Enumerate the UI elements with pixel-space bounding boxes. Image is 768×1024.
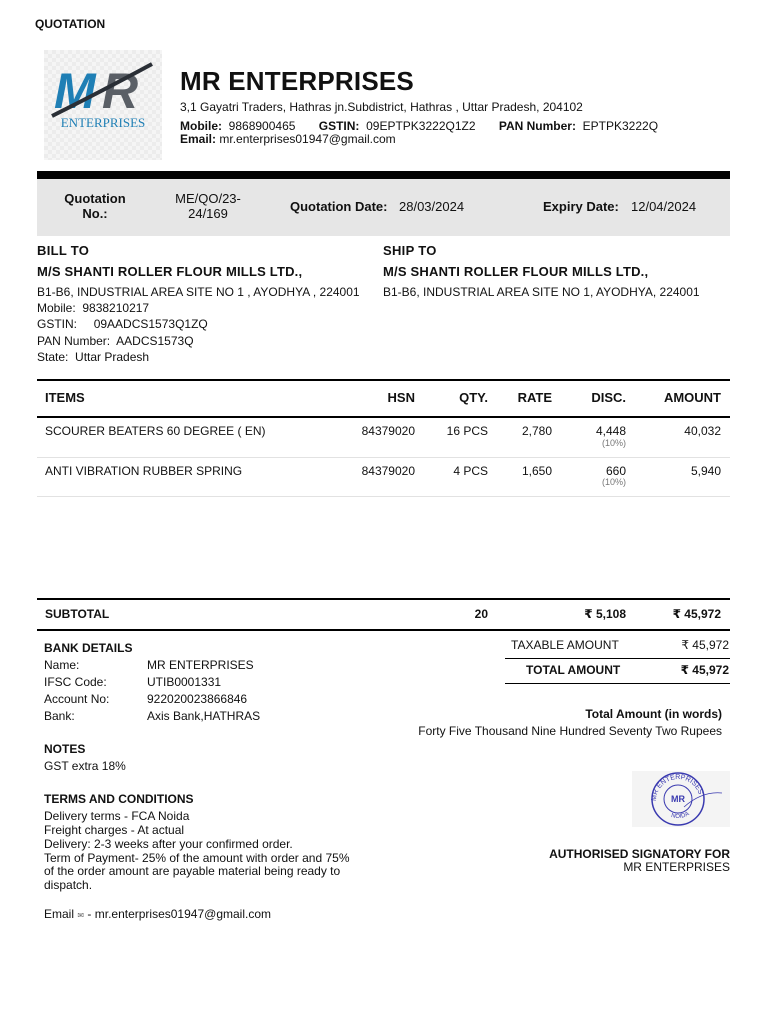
total-amount: ₹ 45,972 — [680, 663, 729, 677]
row1-qty: 16 PCS — [446, 424, 488, 438]
col-qty: QTY. — [459, 390, 488, 405]
subtotal-amount: ₹ 45,972 — [672, 607, 721, 621]
terms-line: Term of Payment- 25% of the amount with order and 75% — [44, 851, 350, 865]
col-rate: RATE — [517, 390, 552, 405]
company-email-line — [180, 132, 396, 146]
bank-name-label: Name: — [44, 658, 80, 672]
company-contact-line — [180, 119, 658, 133]
quotation-date-value: 28/03/2024 — [399, 199, 465, 214]
subtotal-bottom-rule — [37, 629, 730, 631]
quotation-no-label: Quotation No.: — [64, 191, 126, 221]
terms-email-label: Email — [44, 907, 75, 921]
taxable-amount-label: TAXABLE AMOUNT — [511, 638, 619, 652]
document-type: QUOTATION — [35, 17, 106, 31]
svg-text:M: M — [54, 63, 96, 119]
row-divider — [37, 457, 730, 458]
notes-text: GST extra 18% — [44, 759, 126, 773]
row2-rate: 1,650 — [521, 464, 552, 478]
svg-text:R: R — [102, 63, 139, 119]
table-top-rule — [37, 379, 730, 381]
bill-to-mobile: 9838210217 — [82, 301, 150, 315]
col-items: ITEMS — [45, 390, 85, 405]
signatory-label: AUTHORISED SIGNATORY FOR — [549, 847, 730, 861]
row2-item: ANTI VIBRATION RUBBER SPRING — [45, 464, 243, 478]
company-name: MR ENTERPRISES — [180, 66, 414, 96]
subtotal-disc: ₹ 5,108 — [584, 607, 626, 621]
signatory-company: MR ENTERPRISES — [623, 860, 730, 874]
terms-line: dispatch. — [44, 878, 93, 892]
logo-subtext: ENTERPRISES — [60, 115, 146, 130]
row1-disc-pct: (10%) — [601, 438, 626, 448]
bill-to-mobile-line: Mobile: 9838210217 — [37, 301, 150, 315]
bank-account-label: Account No: — [44, 692, 110, 706]
terms-line: Delivery terms - FCA Noida — [44, 809, 190, 823]
row-divider — [37, 496, 730, 497]
row2-hsn: 84379020 — [361, 464, 415, 478]
totals-rule — [505, 683, 730, 684]
bank-ifsc: UTIB0001331 — [147, 675, 222, 689]
bill-to-heading: BILL TO — [37, 243, 90, 258]
stamp-bottom-text: NOIDA — [670, 811, 691, 820]
company-logo — [44, 50, 162, 160]
col-disc: DISC. — [591, 390, 626, 405]
ship-to-name: M/S SHANTI ROLLER FLOUR MILLS LTD., — [383, 264, 649, 279]
row1-rate: 2,780 — [521, 424, 552, 438]
company-mobile: 9868900465 — [228, 119, 296, 133]
ship-to-heading: SHIP TO — [383, 243, 437, 258]
row2-disc-pct: (10%) — [601, 477, 626, 487]
bank-ifsc-label: IFSC Code: — [44, 675, 107, 689]
total-amount-label: TOTAL AMOUNT — [526, 663, 621, 677]
row2-qty: 4 PCS — [453, 464, 488, 478]
company-pan-label: PAN Number: — [498, 119, 576, 133]
terms-email-line — [44, 907, 271, 921]
row1-disc: 4,448 — [595, 424, 626, 438]
envelope-icon: ✉ — [77, 911, 85, 920]
bill-to-address: B1-B6, INDUSTRIAL AREA SITE NO 1 , AYODHYA , 224001 — [37, 285, 360, 299]
row2-disc: 660 — [605, 464, 626, 478]
company-email: mr.enterprises01947@gmail.com — [219, 132, 396, 146]
subtotal-label: SUBTOTAL — [45, 607, 110, 621]
bill-to-name: M/S SHANTI ROLLER FLOUR MILLS LTD., — [37, 264, 303, 279]
company-pan: EPTPK3222Q — [582, 119, 659, 133]
bank-bank: Axis Bank,HATHRAS — [147, 709, 261, 723]
expiry-date-label: Expiry Date: — [543, 199, 619, 214]
bank-account: 922020023866846 — [147, 692, 248, 706]
ship-to-address: B1-B6, INDUSTRIAL AREA SITE NO 1, AYODHYA, 224001 — [383, 285, 700, 299]
row2-amount: 5,940 — [690, 464, 721, 478]
totals-rule — [505, 658, 730, 659]
amount-words-label: Total Amount (in words) — [585, 707, 722, 721]
col-hsn: HSN — [387, 390, 415, 405]
company-gstin-label: GSTIN: — [318, 119, 360, 133]
bank-heading: BANK DETAILS — [44, 641, 133, 655]
terms-line: Delivery: 2-3 weeks after your confirmed order. — [44, 837, 293, 851]
bank-bank-label: Bank: — [44, 709, 75, 723]
row1-hsn: 84379020 — [361, 424, 415, 438]
terms-heading: TERMS AND CONDITIONS — [44, 792, 194, 806]
stamp-center-text: MR — [671, 794, 685, 804]
company-mobile-label: Mobile: — [180, 119, 222, 133]
stamp-top-text: MR ENTERPRISES — [650, 773, 704, 802]
notes-heading: NOTES — [44, 742, 86, 756]
bill-to-gstin: 09AADCS1573Q1ZQ — [93, 317, 208, 331]
terms-email: - mr.enterprises01947@gmail.com — [87, 907, 271, 921]
terms-line: of the order amount are payable material being ready to — [44, 864, 341, 878]
bill-to-state-line: State: Uttar Pradesh — [37, 350, 150, 364]
taxable-amount: ₹ 45,972 — [681, 638, 729, 652]
row1-item: SCOURER BEATERS 60 DEGREE ( EN) — [45, 424, 266, 438]
company-address: 3,1 Gayatri Traders, Hathras jn.Subdistrict, Hathras , Uttar Pradesh, 204102 — [180, 100, 583, 114]
subtotal-top-rule — [37, 598, 730, 600]
terms-line: Freight charges - At actual — [44, 823, 185, 837]
bill-to-pan: AADCS1573Q — [116, 334, 194, 348]
bank-name: MR ENTERPRISES — [147, 658, 254, 672]
company-email-label: Email: — [180, 132, 217, 146]
bill-to-state: Uttar Pradesh — [75, 350, 150, 364]
company-stamp — [632, 771, 730, 827]
expiry-date-value: 12/04/2024 — [631, 199, 697, 214]
row1-amount: 40,032 — [684, 424, 721, 438]
header-divider — [37, 171, 730, 179]
subtotal-qty: 20 — [474, 607, 488, 621]
bill-to-pan-line: PAN Number: AADCS1573Q — [37, 334, 194, 348]
bill-to-gstin-line: GSTIN: 09AADCS1573Q1ZQ — [37, 317, 208, 331]
amount-words: Forty Five Thousand Nine Hundred Seventy Two Rupees — [418, 724, 722, 738]
col-amount: AMOUNT — [663, 390, 721, 405]
quotation-no-value: ME/QO/23- 24/169 — [175, 191, 241, 221]
company-gstin: 09EPTPK3222Q1Z2 — [366, 119, 476, 133]
table-header-rule — [37, 416, 730, 418]
quotation-date-label: Quotation Date: — [290, 199, 388, 214]
